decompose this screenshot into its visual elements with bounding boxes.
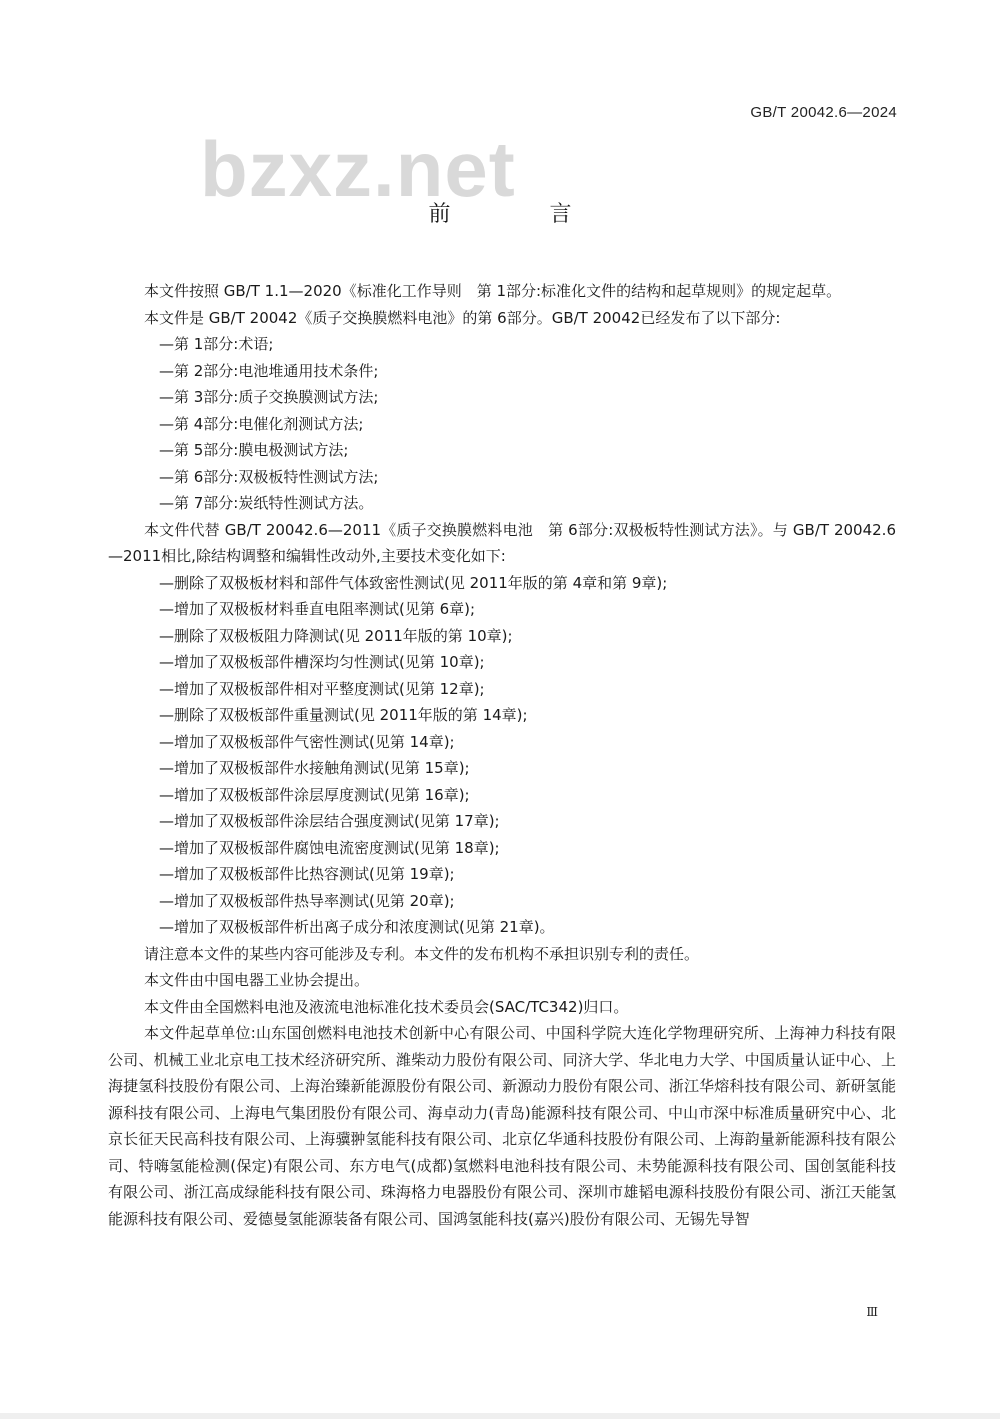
list-item: —增加了双极板部件相对平整度测试(见第 12章);: [159, 679, 485, 698]
list-item: —增加了双极板部件水接触角测试(见第 15章);: [159, 759, 470, 777]
list-item: —增加了双极板部件涂层结合强度测试(见第 17章);: [159, 812, 500, 830]
page-title: 前 言: [428, 202, 618, 227]
paragraph-drafting-rules: 本文件按照 GB/T 1.1—2020《标准化工作导则 第 1部分:标准化文件的结构和起草规则》的规定起草。: [144, 282, 842, 300]
list-item: —增加了双极板部件腐蚀电流密度测试(见第 18章);: [159, 838, 500, 857]
list-item: —第 6部分:双极板特性测试方法;: [159, 467, 379, 486]
list-item: —增加了双极板部件槽深均匀性测试(见第 10章);: [159, 653, 485, 671]
list-item: —第 3部分:质子交换膜测试方法;: [159, 388, 379, 406]
paragraph-proposer: 本文件由中国电器工业协会提出。: [144, 971, 370, 989]
list-item: —增加了双极板部件析出离子成分和浓度测试(见第 21章)。: [159, 918, 555, 936]
list-item: —增加了双极板部件比热容测试(见第 19章);: [159, 865, 455, 883]
list-item: —第 7部分:炭纸特性测试方法。: [159, 494, 374, 512]
list-item: —增加了双极板部件热导率测试(见第 20章);: [159, 891, 455, 910]
paragraph-patent-notice: 请注意本文件的某些内容可能涉及专利。本文件的发布机构不承担识别专利的责任。: [144, 944, 700, 963]
list-item: —第 5部分:膜电极测试方法;: [159, 441, 349, 459]
list-item: —第 2部分:电池堆通用技术条件;: [159, 361, 379, 380]
page-bottom-edge: [0, 1413, 1000, 1419]
paragraph-series-parts: 本文件是 GB/T 20042《质子交换膜燃料电池》的第 6部分。GB/T 20042已经发布了以下部分:: [144, 308, 781, 327]
paragraph-drafting-units: 本文件起草单位:山东国创燃料电池技术创新中心有限公司、中国科学院大连化学物理研究所、上海神力科技有限公司、机械工业北京电工技术经济研究所、潍柴动力股份有限公司、同济大学、华北电力大学、中国质量认证中心、上海捷氢科技股份有限公司、上海治臻新能源股份有限公司、新源动力股份有限公司、浙江华熔科技有限公司、新研氢能源科技有限公司、上海电气集团股份有限公司、海卓动力(青岛)能源科技有限公司、中山市深中标准质量研究中心、北京长征天民高科技有限公司、上海骥翀氢能科技有限公司、北京亿华通科技股份有限公司、上海韵量新能源科技有限公司、特嗨氢能检测(保定)有限公司、东方电气(成都)氢燃料电池科技有限公司、未势能源科技有限公司、国创氢能科技有限公司、浙江高成绿能科技有限公司、珠海格力电器股份有限公司、深圳市雄韬电源科技股份有限公司、浙江天能氢能源科技有限公司、爱德曼氢能源装备有限公司、国鸿氢能科技(嘉兴)股份有限公司、无锡先导智: [108, 1024, 896, 1228]
list-item: —删除了双极板材料和部件气体致密性测试(见 2011年版的第 4章和第 9章);: [159, 573, 668, 592]
changes-list: [108, 570, 896, 941]
parts-list: [108, 331, 896, 517]
watermark: bzxz.net: [200, 125, 516, 213]
paragraph-committee: 本文件由全国燃料电池及液流电池标准化技术委员会(SAC/TC342)归口。: [144, 997, 629, 1016]
paragraph-replaces: 本文件代替 GB/T 20042.6—2011《质子交换膜燃料电池 第 6部分:双极板特性测试方法》。与 GB/T 20042.6—2011相比,除结构调整和编辑性改动外,主要技术变化如下:: [108, 520, 896, 565]
list-item: —增加了双极板材料垂直电阻率测试(见第 6章);: [159, 600, 476, 618]
list-item: —第 4部分:电催化剂测试方法;: [159, 414, 364, 433]
list-item: —增加了双极板部件气密性测试(见第 14章);: [159, 732, 455, 751]
list-item: —删除了双极板部件重量测试(见 2011年版的第 14章);: [159, 706, 528, 724]
list-item: —删除了双极板阻力降测试(见 2011年版的第 10章);: [159, 626, 513, 645]
foreword-body: [108, 278, 896, 1232]
list-item: —增加了双极板部件涂层厚度测试(见第 16章);: [159, 785, 470, 804]
page-number: Ⅲ: [866, 1305, 878, 1319]
list-item: —第 1部分:术语;: [159, 335, 274, 353]
document-code: GB/T 20042.6—2024: [750, 104, 897, 121]
